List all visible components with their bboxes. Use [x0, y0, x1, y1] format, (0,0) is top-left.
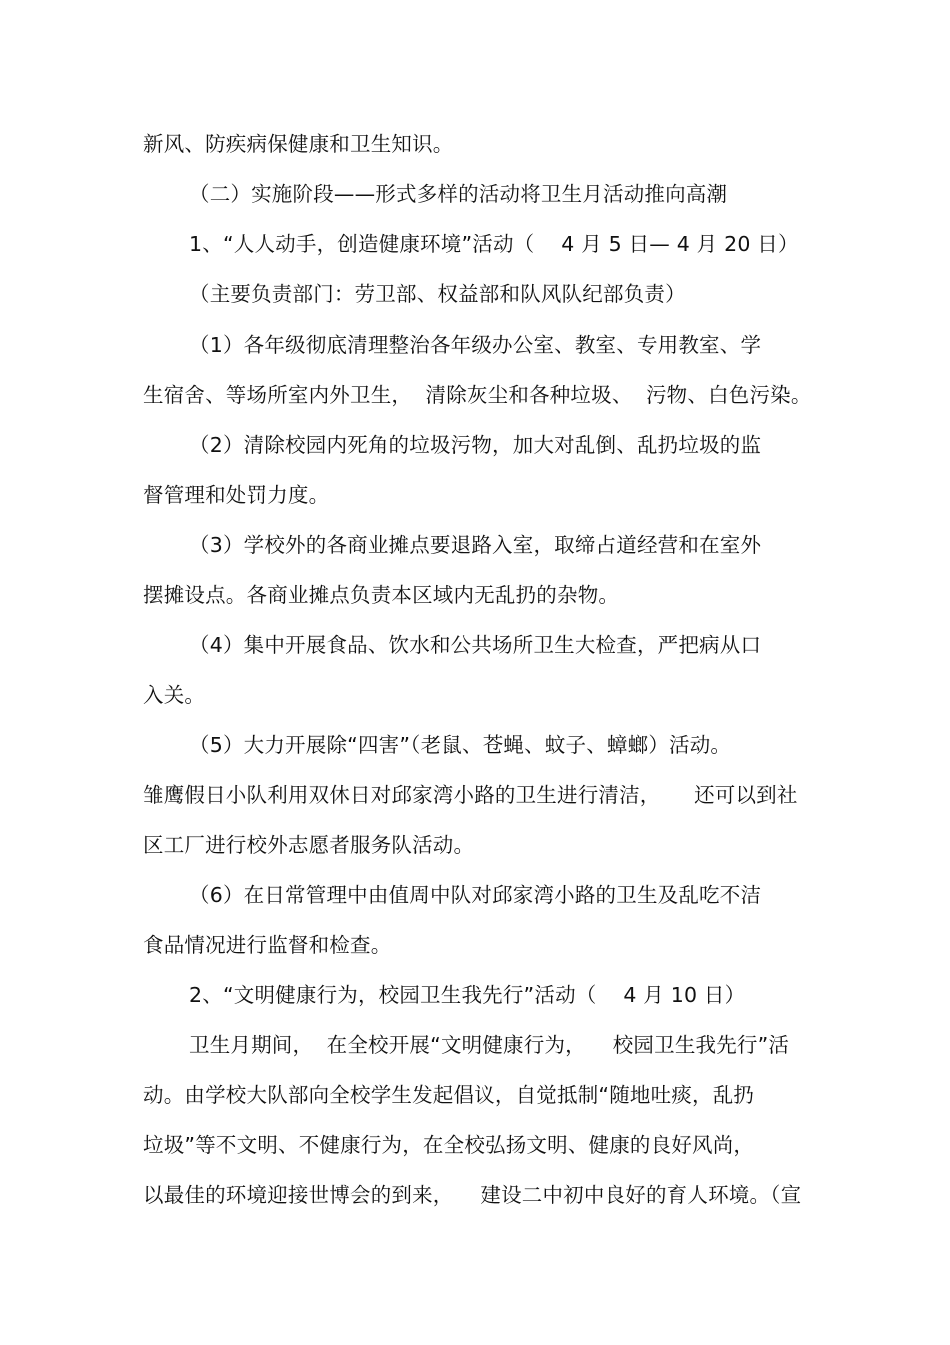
- item-3-line-1: （3）学校外的各商业摊点要退路入室，取缔占道经营和在室外: [189, 533, 762, 557]
- item-4-line-2: 入关。: [143, 683, 206, 707]
- item-1-line-1: （1）各年级彻底清理整治各年级办公室、教室、专用教室、学: [189, 333, 762, 357]
- activity-2-para-line-3: 垃圾”等不文明、不健康行为，在全校弘扬文明、健康的良好风尚，: [143, 1133, 755, 1157]
- activity-heading-1: 1、“人人动手，创造健康环境”活动（ 4 月 5 日— 4 月 20 日）: [189, 232, 799, 256]
- item-5-line-2: 雏鹰假日小队利用双休日对邱家湾小路的卫生进行清洁， 还可以到社: [143, 783, 798, 807]
- activity-heading-2: 2、“文明健康行为，校园卫生我先行”活动（ 4 月 10 日）: [189, 983, 746, 1007]
- responsible-departments: （主要负责部门：劳卫部、权益部和队风队纪部负责）: [189, 282, 686, 306]
- paragraph-line-1: 新风、防疾病保健康和卫生知识。: [143, 132, 454, 156]
- item-6-line-2: 食品情况进行监督和检查。: [143, 933, 392, 957]
- item-3-line-2: 摆摊设点。各商业摊点负责本区域内无乱扔的杂物。: [143, 583, 620, 607]
- item-2-line-1: （2）清除校园内死角的垃圾污物，加大对乱倒、乱扔垃圾的监: [189, 433, 762, 457]
- item-1-line-2: 生宿舍、等场所室内外卫生， 清除灰尘和各种垃圾、 污物、白色污染。: [143, 383, 812, 407]
- activity-2-para-line-4: 以最佳的环境迎接世博会的到来， 建设二中初中良好的育人环境。（宣: [143, 1183, 802, 1207]
- activity-2-para-line-2: 动。由学校大队部向全校学生发起倡议，自觉抵制“随地吐痰，乱扔: [143, 1083, 755, 1107]
- item-4-line-1: （4）集中开展食品、饮水和公共场所卫生大检查，严把病从口: [189, 633, 762, 657]
- item-6-line-1: （6）在日常管理中由值周中队对邱家湾小路的卫生及乱吃不洁: [189, 883, 762, 907]
- item-2-line-2: 督管理和处罚力度。: [143, 483, 330, 507]
- item-5-line-3: 区工厂进行校外志愿者服务队活动。: [143, 833, 475, 857]
- activity-2-para-line-1: 卫生月期间， 在全校开展“文明健康行为， 校园卫生我先行”活: [189, 1033, 790, 1057]
- section-heading-implementation: （二）实施阶段——形式多样的活动将卫生月活动推向高潮: [189, 182, 728, 206]
- item-5-line-1: （5）大力开展除“四害”（老鼠、苍蝇、蚊子、蟑螂）活动。: [189, 733, 732, 757]
